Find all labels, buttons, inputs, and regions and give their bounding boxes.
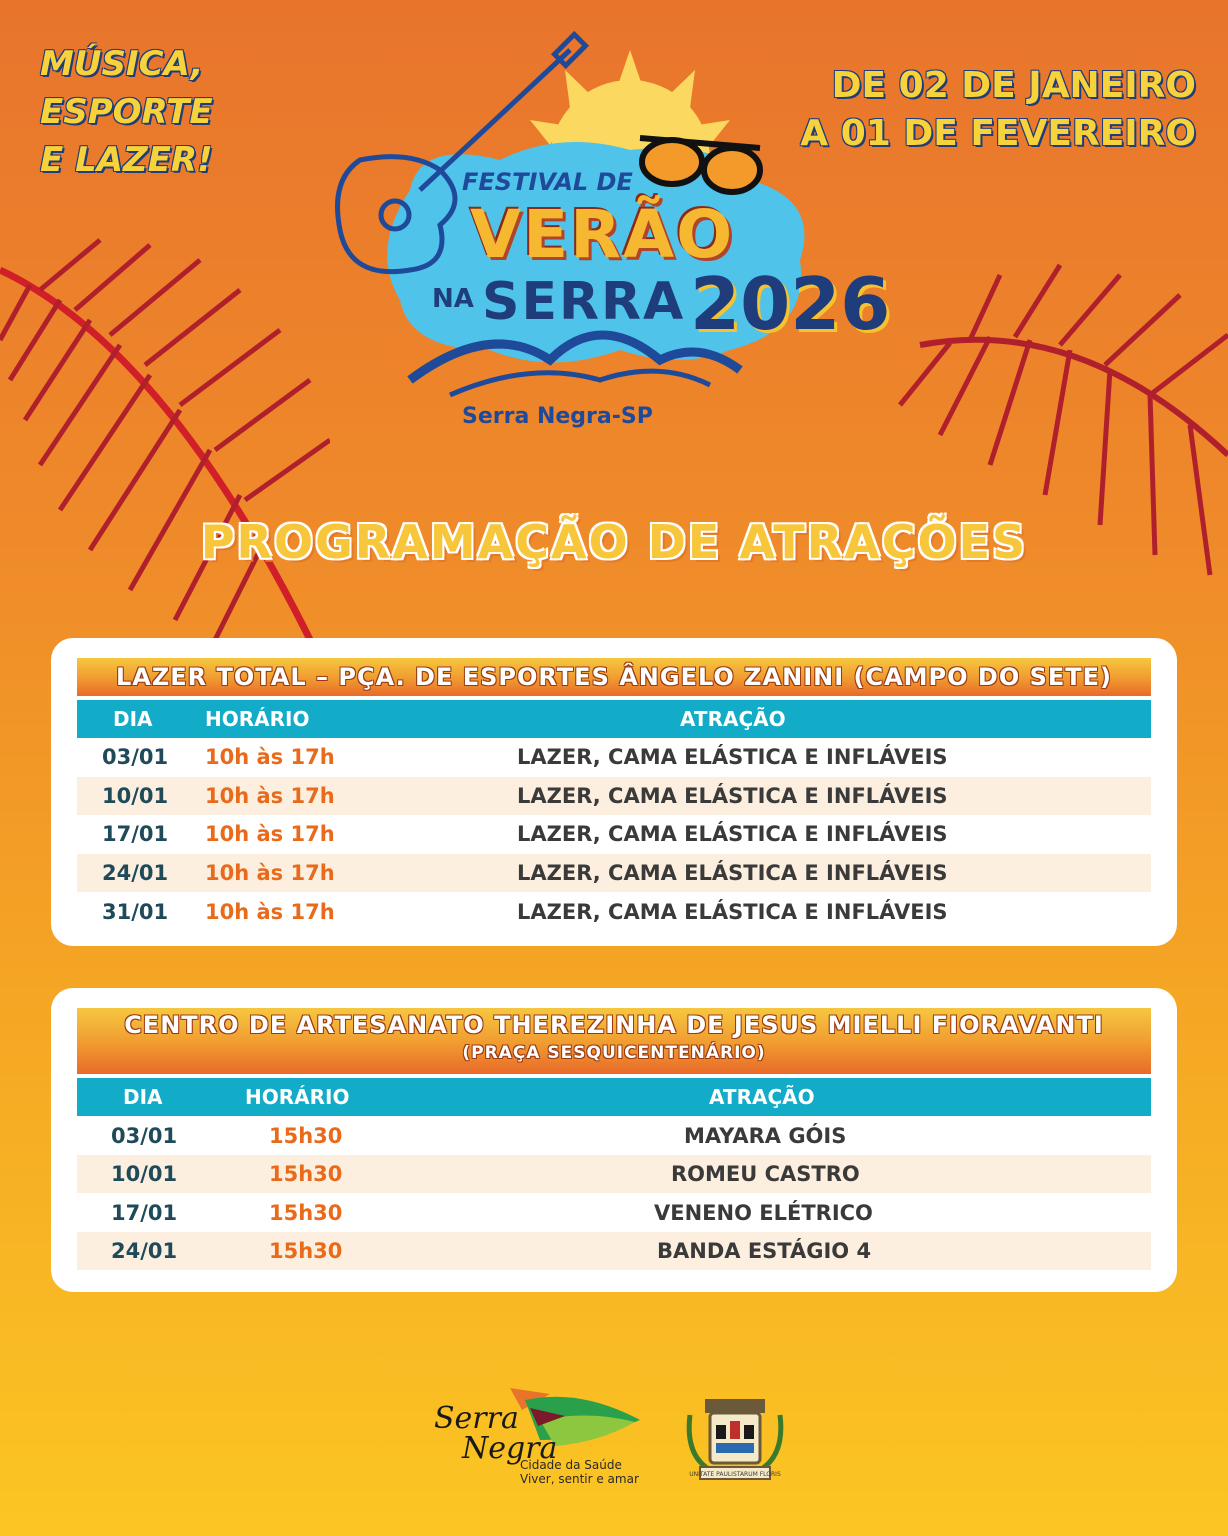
table-row: [77, 893, 1151, 931]
brand-line-2: Negra: [462, 1431, 558, 1466]
table-row: [77, 1117, 1151, 1155]
logo-city-text: Serra Negra-SP: [462, 404, 653, 429]
city-crest-icon: [680, 1385, 790, 1495]
schedule-card-lazer: [51, 638, 1177, 946]
row-attraction: VENENO ELÉTRICO: [654, 1201, 873, 1225]
slogan-line-1: Cidade da Saúde: [520, 1458, 622, 1472]
header-attraction: ATRAÇÃO: [709, 1085, 815, 1109]
row-attraction: LAZER, CAMA ELÁSTICA E INFLÁVEIS: [517, 861, 948, 885]
header-day: DIA: [123, 1085, 163, 1109]
row-time: 15h30: [269, 1201, 343, 1225]
header-time: HORÁRIO: [205, 707, 310, 731]
row-time: 10h às 17h: [205, 822, 335, 846]
section1-title: LAZER TOTAL – PÇA. DE ESPORTES ÂNGELO ZANINI (CAMPO DO SETE): [77, 658, 1151, 696]
section2-title: CENTRO DE ARTESANATO THEREZINHA DE JESUS MIELLI FIORAVANTI: [124, 1011, 1104, 1039]
row-attraction: LAZER, CAMA ELÁSTICA E INFLÁVEIS: [517, 784, 948, 808]
palm-leaf-left: [0, 230, 330, 670]
section1-table-header: [77, 700, 1151, 738]
slogan-line-2: Viver, sentir e amar: [520, 1472, 639, 1486]
row-time: 15h30: [269, 1162, 343, 1186]
tagline-line-2: ESPORTE: [40, 92, 213, 132]
row-day: 10/01: [111, 1162, 178, 1186]
row-day: 10/01: [102, 784, 169, 808]
row-time: 10h às 17h: [205, 784, 335, 808]
section2-banner: [77, 1008, 1151, 1074]
section2-table-header: [77, 1078, 1151, 1116]
tagline-line-3: E LAZER!: [40, 140, 213, 180]
row-day: 31/01: [102, 900, 169, 924]
header-time: HORÁRIO: [245, 1085, 350, 1109]
schedule-heading: PROGRAMAÇÃO DE ATRAÇÕES: [200, 515, 1028, 569]
row-time: 15h30: [269, 1124, 343, 1148]
logo-verao-text: VERÃO: [470, 196, 735, 273]
row-attraction: ROMEU CASTRO: [671, 1162, 860, 1186]
row-attraction: BANDA ESTÁGIO 4: [657, 1239, 872, 1263]
row-time: 15h30: [269, 1239, 343, 1263]
row-time: 10h às 17h: [205, 900, 335, 924]
table-row: [77, 1155, 1151, 1193]
table-row: [77, 854, 1151, 892]
header-day: DIA: [113, 707, 153, 731]
row-day: 17/01: [111, 1201, 178, 1225]
row-time: 10h às 17h: [205, 745, 335, 769]
table-row: [77, 738, 1151, 776]
logo-na-text: NA: [432, 284, 474, 314]
crest-motto: UNITATE PAULISTARUM FLORIS: [689, 1471, 781, 1478]
section2-subtitle: (PRAÇA SESQUICENTENÁRIO): [462, 1043, 766, 1063]
tagline: [40, 40, 240, 184]
brand-line-1: Serra: [434, 1401, 519, 1436]
table-row: [77, 777, 1151, 815]
table-row: [77, 1194, 1151, 1232]
table-row: [77, 815, 1151, 853]
table-row: [77, 1232, 1151, 1270]
row-attraction: MAYARA GÓIS: [684, 1124, 847, 1148]
row-day: 03/01: [111, 1124, 178, 1148]
row-attraction: LAZER, CAMA ELÁSTICA E INFLÁVEIS: [517, 745, 948, 769]
row-day: 24/01: [111, 1239, 178, 1263]
tagline-line-1: MÚSICA,: [40, 44, 204, 84]
row-day: 24/01: [102, 861, 169, 885]
row-attraction: LAZER, CAMA ELÁSTICA E INFLÁVEIS: [517, 822, 948, 846]
logo-year-text: 2026: [690, 262, 891, 346]
logo-serra-text: SERRA: [482, 272, 686, 332]
header-attraction: ATRAÇÃO: [680, 707, 786, 731]
event-dates-line-1: DE 02 DE JANEIRO: [831, 65, 1196, 106]
logo-festival-text: FESTIVAL DE: [462, 168, 633, 196]
event-dates-line-2: A 01 DE FEVEREIRO: [800, 113, 1196, 154]
schedule-card-artesanato: [51, 988, 1177, 1292]
row-day: 03/01: [102, 745, 169, 769]
row-day: 17/01: [102, 822, 169, 846]
serra-negra-slogan: [520, 1458, 639, 1486]
row-attraction: LAZER, CAMA ELÁSTICA E INFLÁVEIS: [517, 900, 948, 924]
row-time: 10h às 17h: [205, 861, 335, 885]
